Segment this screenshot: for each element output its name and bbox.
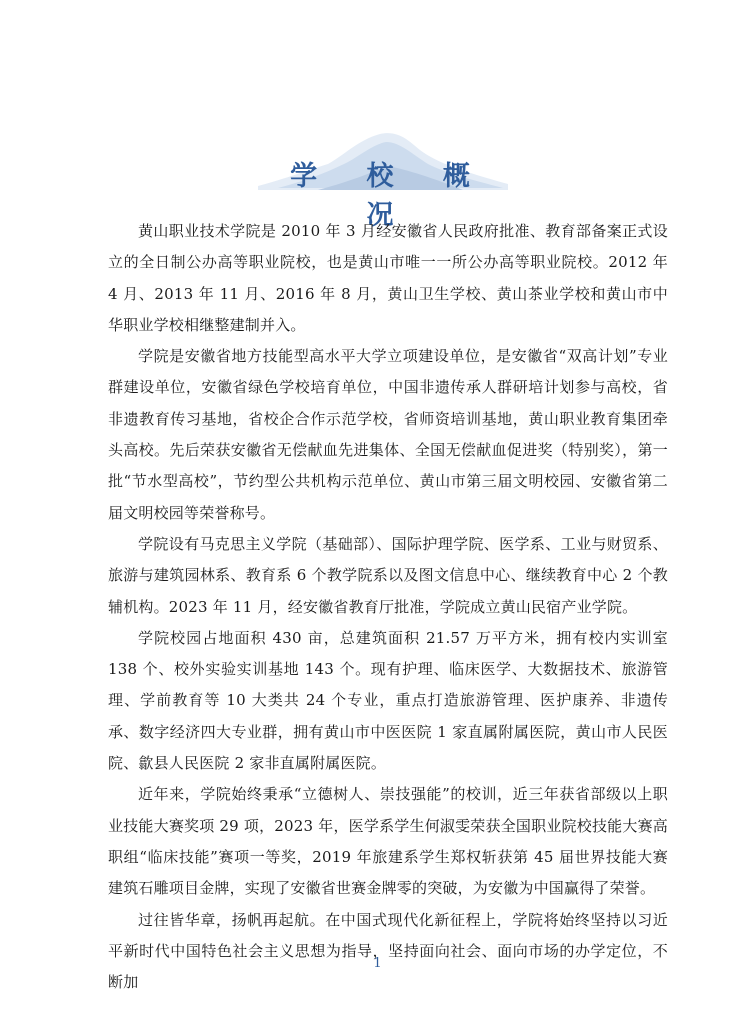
page-title: 学 校 概 况 — [290, 161, 490, 231]
paragraph: 学院设有马克思主义学院（基础部）、国际护理学院、医学系、工业与财贸系、旅游与建筑园林系、教育系 6 个教学院系以及图文信息中心、继续教育中心 2 个教辅机构。2023 年 11 月，经安徽省教育厅批准，学院成立黄山民宿产业学院。 — [108, 534, 668, 616]
paragraph: 近年来，学院始终秉承“立德树人、崇技强能”的校训，近三年获省部级以上职业技能大赛奖项 29 项，2023 年，医学系学生何淑雯荣获全国职业院校技能大赛高职组“临床技能”赛项一等奖，2019 年旅建系学生郑权斩获第 45 届世界技能大赛建筑石雕项目金牌，实现了安徽省世赛金牌零的突破，为安徽为中国赢得了荣誉。 — [108, 785, 668, 898]
paragraph: 学院校园占地面积 430 亩，总建筑面积 21.57 万平方米，拥有校内实训室 138 个、校外实验实训基地 143 个。现有护理、临床医学、大数据技术、旅游管理、学前教育等 10 大类共 24 个专业，重点打造旅游管理、医护康养、非遗传承、数字经济四大专业群，拥有黄山市中医医院 1 家直属附属医院，黄山市人民医院、歙县人民医院 2 家非直属附属医院。 — [108, 628, 668, 773]
section-header — [258, 126, 508, 231]
paragraph: 学院是安徽省地方技能型高水平大学立项建设单位，是安徽省“双高计划”专业群建设单位，安徽省绿色学校培育单位，中国非遗传承人群研培计划参与高校，省非遗教育传习基地，省校企合作示范学校，省师资培训基地，黄山职业教育集团牵头高校。先后荣获安徽省无偿献血先进集体、全国无偿献血促进奖（特别奖），第一批“节水型高校”，节约型公共机构示范单位、黄山市第三届文明校园、安徽省第二届文明校园等荣誉称号。 — [108, 347, 668, 522]
paragraph: 黄山职业技术学院是 2010 年 3 月经安徽省人民政府批准、教育部备案正式设立的全日制公办高等职业院校，也是黄山市唯一一所公办高等职业院校。2012 年 4 月、2013 年 11 月、2016 年 8 月，黄山卫生学校、黄山茶业学校和黄山市中华职业学校相继整建制并入。 — [108, 222, 668, 334]
body-text — [108, 216, 668, 998]
paragraph: 过往皆华章，扬帆再起航。在中国式现代化新征程上，学院将始终坚持以习近平新时代中国特色社会主义思想为指导，坚持面向社会、面向市场的办学定位，不断加 — [108, 910, 668, 992]
page-number: 1 — [373, 956, 382, 971]
